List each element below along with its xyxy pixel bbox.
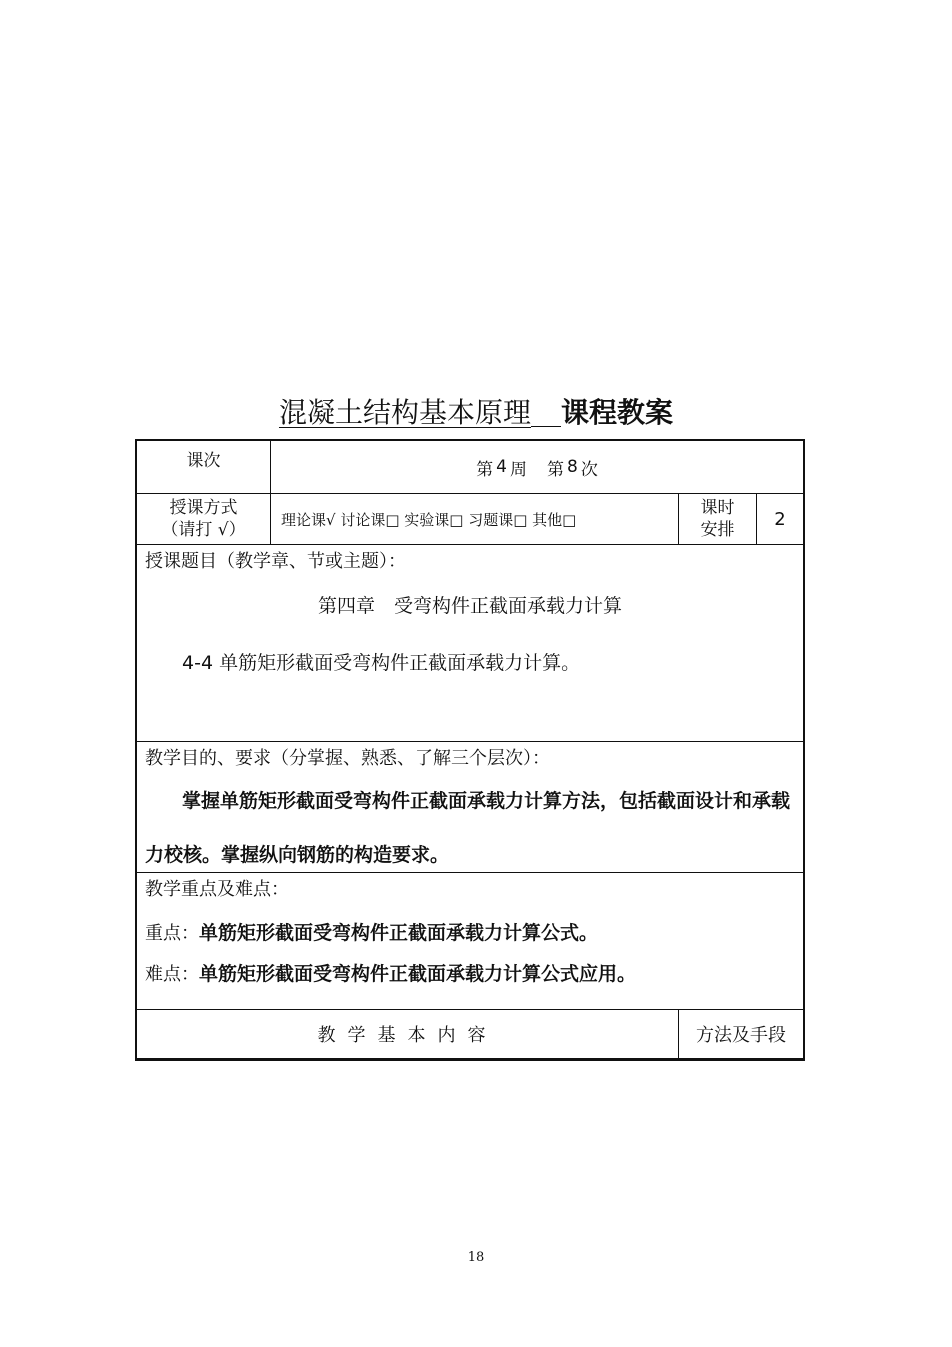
methods-header-label: 方法及手段 [696,1025,786,1046]
session-prefix: 第 [547,459,564,480]
objectives-text: 掌握单筋矩形截面受弯构件正截面承载力计算方法，包括截面设计和承载力校核。掌握纵向钢筋的构造要求。 [145,790,791,866]
keypoints-label: 教学重点及难点： [145,879,289,900]
keypoints-block [137,873,803,1009]
hours-value: 2 [774,508,786,530]
row-content-header [137,1010,803,1058]
key-point-line [145,913,795,954]
key-point-text: 单筋矩形截面受弯构件正截面承载力计算公式。 [199,922,599,944]
difficulty-label: 难点： [145,964,199,985]
topic-label: 授课题目（教学章、节或主题）： [145,551,406,572]
title-underline-blank [531,393,561,427]
week-number: 4 [496,457,507,477]
chapter-title: 第四章 受弯构件正截面承载力计算 [317,595,622,617]
lesson-plan-table [135,439,805,1061]
week-suffix: 周 [510,459,527,480]
doc-type: 课程教案 [561,396,674,429]
session-value [271,441,803,493]
week-prefix: 第 [476,459,494,480]
page-number: 18 [467,1250,485,1265]
section-title: 4-4 单筋矩形截面受弯构件正截面承载力计算。 [182,652,581,674]
row-teaching-mode [137,494,803,545]
content-header-label: 教学基本内容 [317,1025,498,1046]
key-point-label: 重点： [145,923,199,944]
hours-label-line2: 安排 [700,520,735,540]
topic-block [137,545,803,741]
course-name: 混凝土结构基本原理 [278,396,531,429]
teaching-mode-options: 理论课√ 讨论课□ 实验课□ 习题课□ 其他□ [271,494,679,544]
difficulty-line [145,954,795,995]
row-objectives [137,742,803,873]
teaching-mode-label [137,494,271,544]
teaching-mode-label-line2: （请打 √） [161,520,246,540]
session-number: 8 [567,457,578,477]
teaching-mode-label-line1: 授课方式 [169,498,238,518]
difficulty-text: 单筋矩形截面受弯构件正截面承载力计算公式应用。 [199,963,637,985]
row-topic [137,545,803,742]
content-header-cell [137,1010,679,1058]
hours-label [679,494,757,544]
row-session [137,441,803,494]
objectives-label: 教学目的、要求（分掌握、熟悉、了解三个层次）： [145,748,550,769]
session-label: 课次 [137,441,271,493]
hours-label-line1: 课时 [700,498,735,518]
row-keypoints [137,873,803,1010]
objectives-block [137,742,803,872]
document-title [0,393,952,433]
session-suffix: 次 [580,459,598,480]
